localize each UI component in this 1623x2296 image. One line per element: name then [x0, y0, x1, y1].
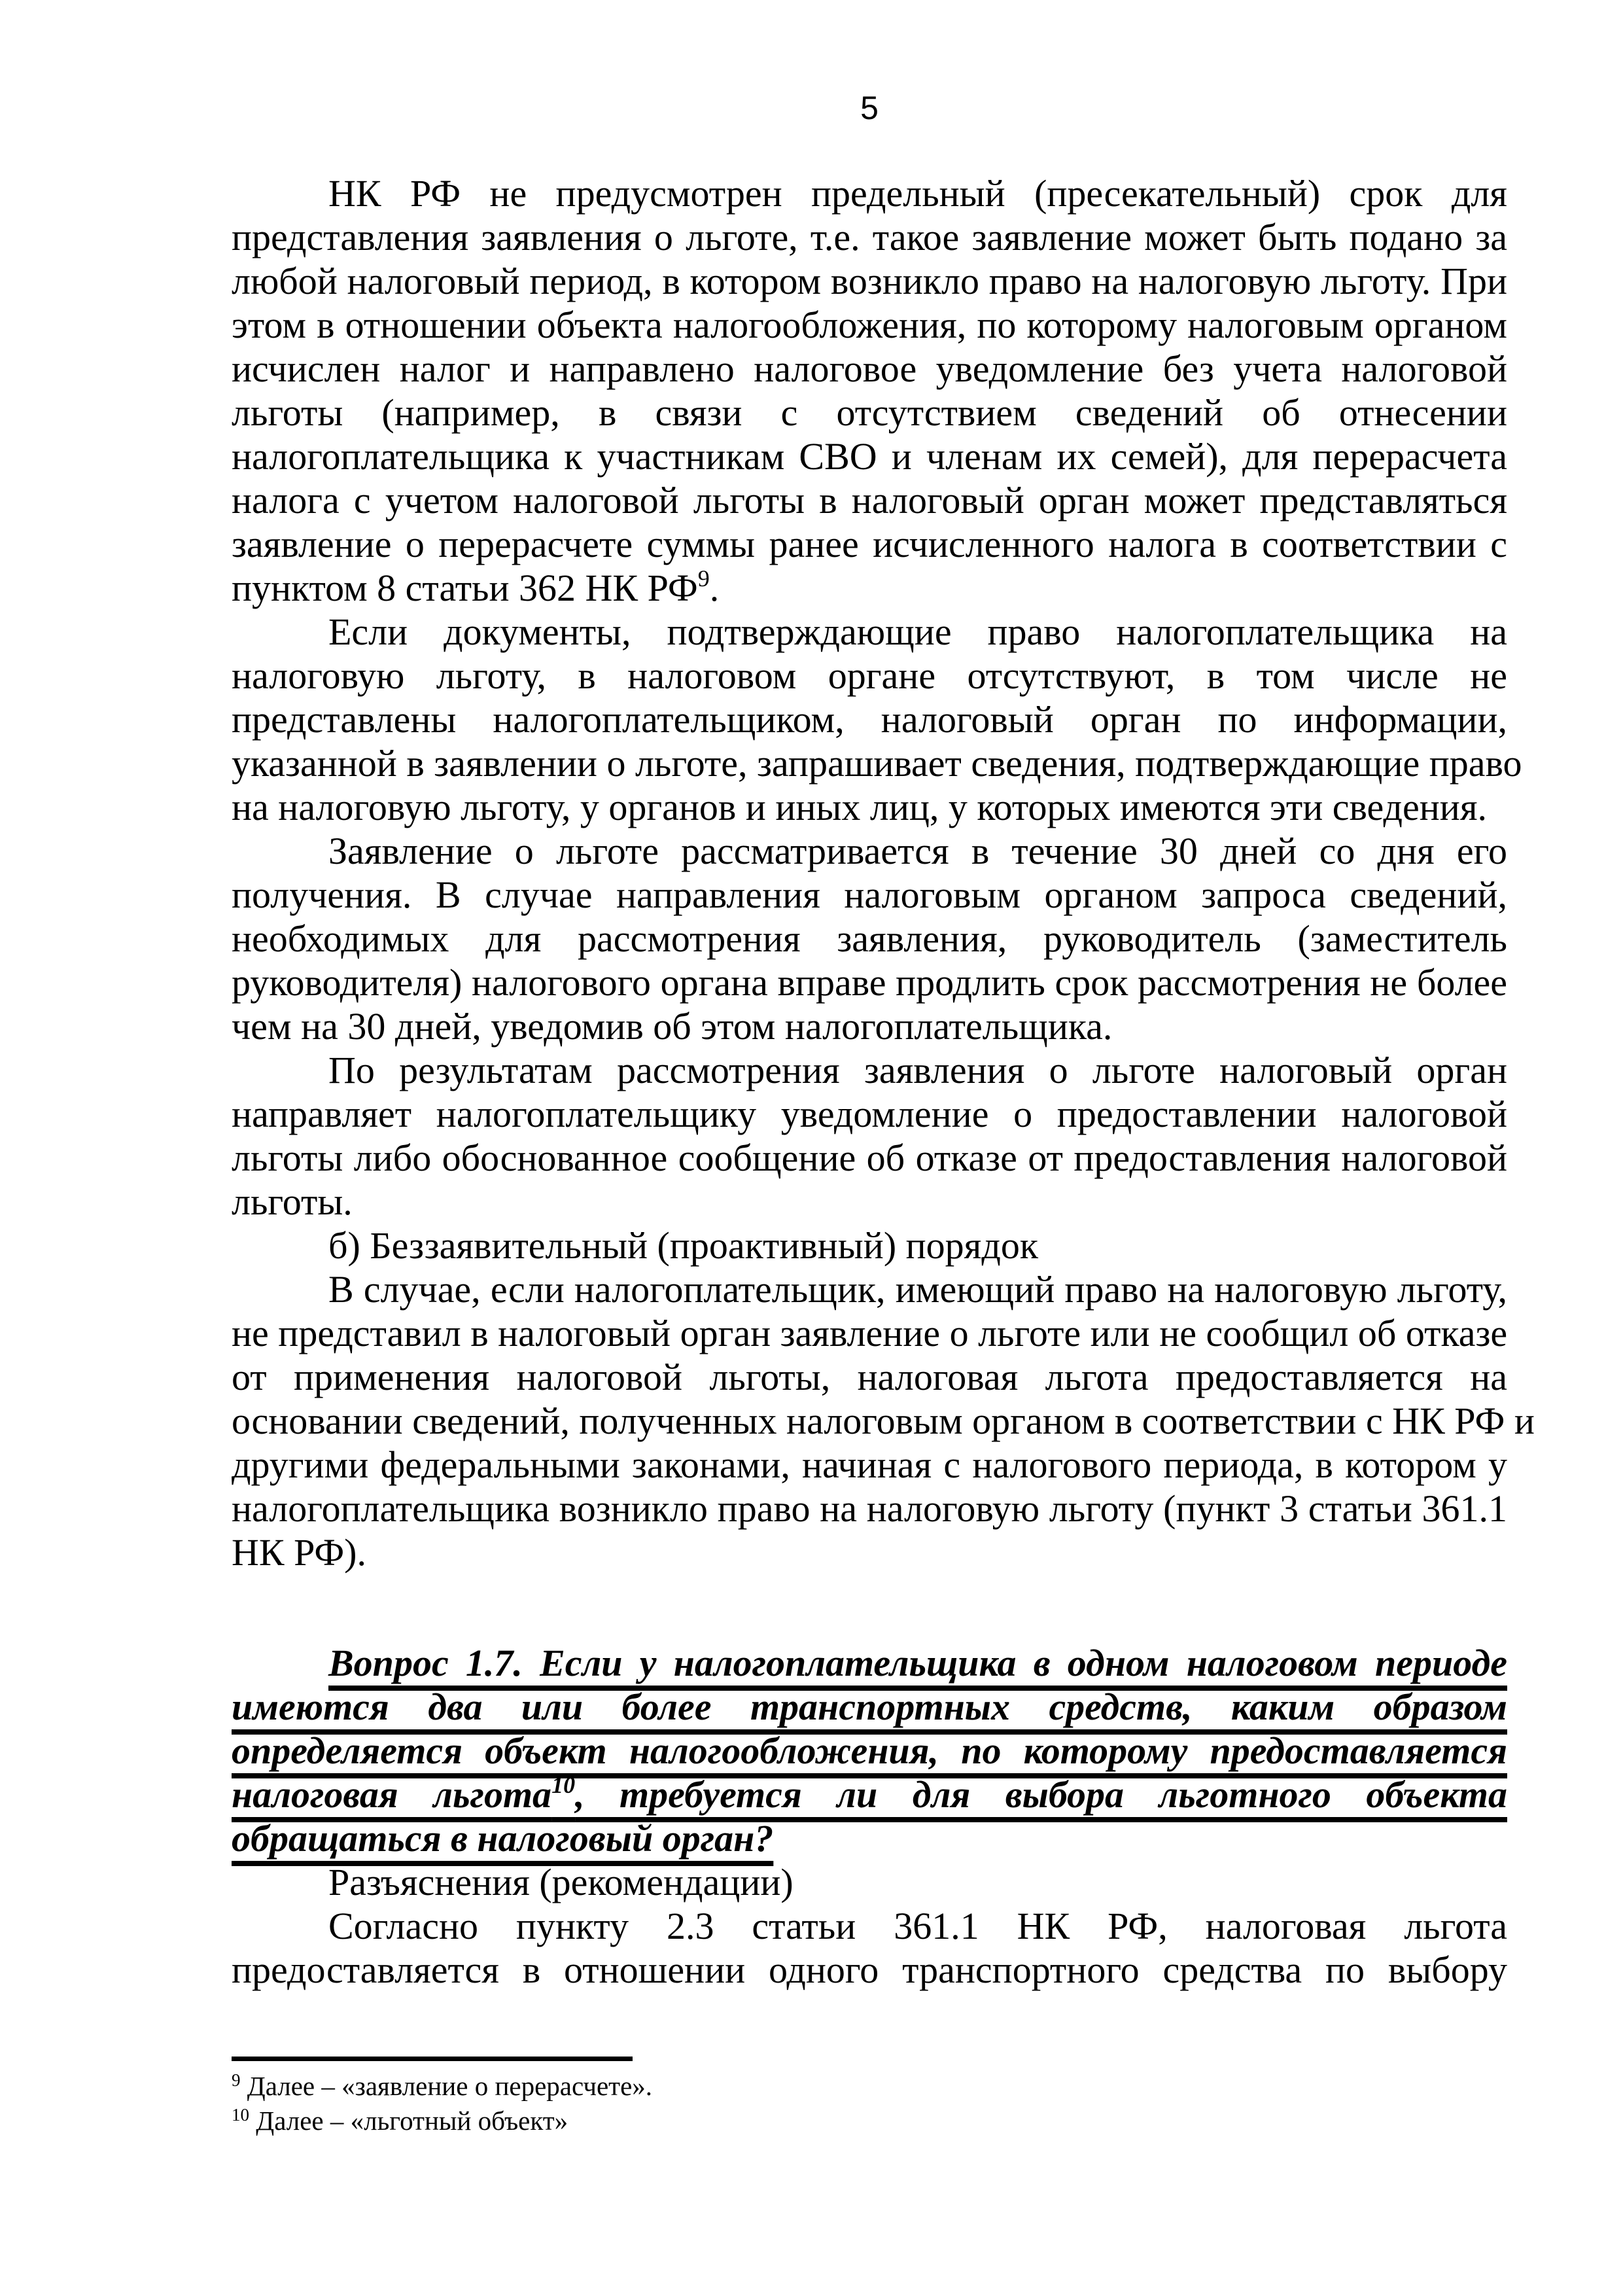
footnotes — [232, 2069, 1507, 2138]
text-line: представления заявления о льготе, т.е. такое заявление может быть подано за — [232, 216, 1507, 258]
paragraph — [232, 1904, 1507, 1992]
footnote-marker-9: 9 — [232, 2070, 241, 2090]
text-line: необходимых для рассмотрения заявления, руководитель (заместитель — [232, 917, 1507, 960]
text-line: Если документы, подтверждающие право налогоплательщика на — [328, 610, 1507, 653]
text-line: другими федеральными законами, начиная с налогового периода, в котором у — [232, 1443, 1507, 1486]
footnote-10: $^{10}$ Далее – «льготный объект» — [232, 2105, 568, 2136]
text-line: налогоплательщика к участникам СВО и членам их семей), для перерасчета — [232, 435, 1507, 478]
text-line: льготы либо обоснованное сообщение об отказе от предоставления налоговой — [232, 1137, 1507, 1179]
text-line: на налоговую льготу, у органов и иных лиц, у которых имеются эти сведения. — [232, 786, 1488, 828]
text-line: исчислен налог и направлено налоговое уведомление без учета налоговой — [232, 347, 1507, 390]
paragraph — [232, 610, 1522, 829]
paragraph — [232, 1224, 1507, 1267]
text-line: любой налоговый период, в котором возникло право на налоговую льготу. При — [232, 260, 1507, 302]
text-line: Разъяснения (рекомендации) — [328, 1861, 794, 1903]
text-line: от применения налоговой льготы, налоговая льгота предоставляется на — [232, 1356, 1507, 1398]
text-line: Вопрос 1.7. Если у налогоплательщика в одном налоговом периоде — [328, 1642, 1507, 1684]
paragraph — [232, 1267, 1535, 1574]
text-line: налогоплательщика возникло право на налоговую льготу (пункт 3 статьи 361.1 — [232, 1487, 1507, 1530]
text-line: указанной в заявлении о льготе, запрашивает сведения, подтверждающие право — [232, 742, 1522, 785]
footnote-marker-10: 10 — [232, 2105, 249, 2125]
paragraph — [232, 829, 1507, 1048]
text-line: НК РФ не предусмотрен предельный (пресекательный) срок для — [328, 172, 1507, 215]
text-line: этом в отношении объекта налогообложения, по которому налоговым органом — [232, 304, 1507, 346]
text-line: Заявление о льготе рассматривается в течение 30 дней со дня его — [328, 830, 1507, 872]
text-line: определяется объект налогообложения, по которому предоставляется — [232, 1729, 1507, 1772]
text-line: заявление о перерасчете суммы ранее исчисленного налога в соответствии с — [232, 523, 1507, 565]
text-line: имеются два или более транспортных средств, каким образом — [232, 1686, 1507, 1728]
paragraph — [232, 171, 1507, 610]
text-line: предоставляется в отношении одного транспортного средства по выбору — [232, 1949, 1507, 1991]
text-line: налоговую льготу, в налоговом органе отсутствуют, в том числе не — [232, 654, 1507, 697]
text-line: льготы. — [232, 1180, 353, 1223]
text-line: Согласно пункту 2.3 статьи 361.1 НК РФ, налоговая льгота — [328, 1905, 1507, 1947]
text-line: НК РФ). — [232, 1531, 366, 1574]
text-line: не представил в налоговый орган заявление о льготе или не сообщил об отказе — [232, 1312, 1508, 1354]
paragraph — [232, 1860, 1507, 1904]
text-line: В случае, если налогоплательщик, имеющий право на налоговую льготу, — [328, 1268, 1507, 1311]
footnote-ref-9: 9 — [697, 565, 710, 592]
text-line: пунктом 8 статьи 362 НК РФ$^9$. — [232, 565, 720, 609]
footnote-ref-10: 10 — [551, 1772, 576, 1798]
text-line: направляет налогоплательщику уведомление о предоставлении налоговой — [232, 1093, 1507, 1135]
footnote-9: $^9$ Далее – «заявление о перерасчете». — [232, 2070, 653, 2101]
text-line: чем на 30 дней, уведомив об этом налогоплательщика. — [232, 1005, 1113, 1048]
text-line: основании сведений, полученных налоговым органом в соответствии с НК РФ и — [232, 1400, 1535, 1442]
text-line: льготы (например, в связи с отсутствием сведений об отнесении — [232, 391, 1507, 434]
text-line: получения. В случае направления налоговым органом запроса сведений, — [232, 874, 1507, 916]
text-line: По результатам рассмотрения заявления о льготе налоговый орган — [328, 1049, 1507, 1091]
text-line: руководителя) налогового органа вправе продлить срок рассмотрения не более — [232, 961, 1507, 1004]
text-line: налоговая льгота$^{10}$, требуется ли для выбора льготного объекта — [232, 1772, 1507, 1816]
document-body — [232, 171, 1535, 1992]
text-line: б) Беззаявительный (проактивный) порядок — [328, 1224, 1039, 1267]
page-number: 5 — [860, 90, 879, 126]
text-line: представлены налогоплательщиком, налоговый орган по информации, — [232, 698, 1507, 741]
paragraph — [232, 1048, 1507, 1224]
footnote-separator — [232, 2057, 633, 2061]
question-heading — [232, 1641, 1507, 1860]
text-line: обращаться в налоговый орган? — [232, 1817, 774, 1860]
text-line: налога с учетом налоговой льготы в налоговый орган может представляться — [232, 479, 1507, 521]
